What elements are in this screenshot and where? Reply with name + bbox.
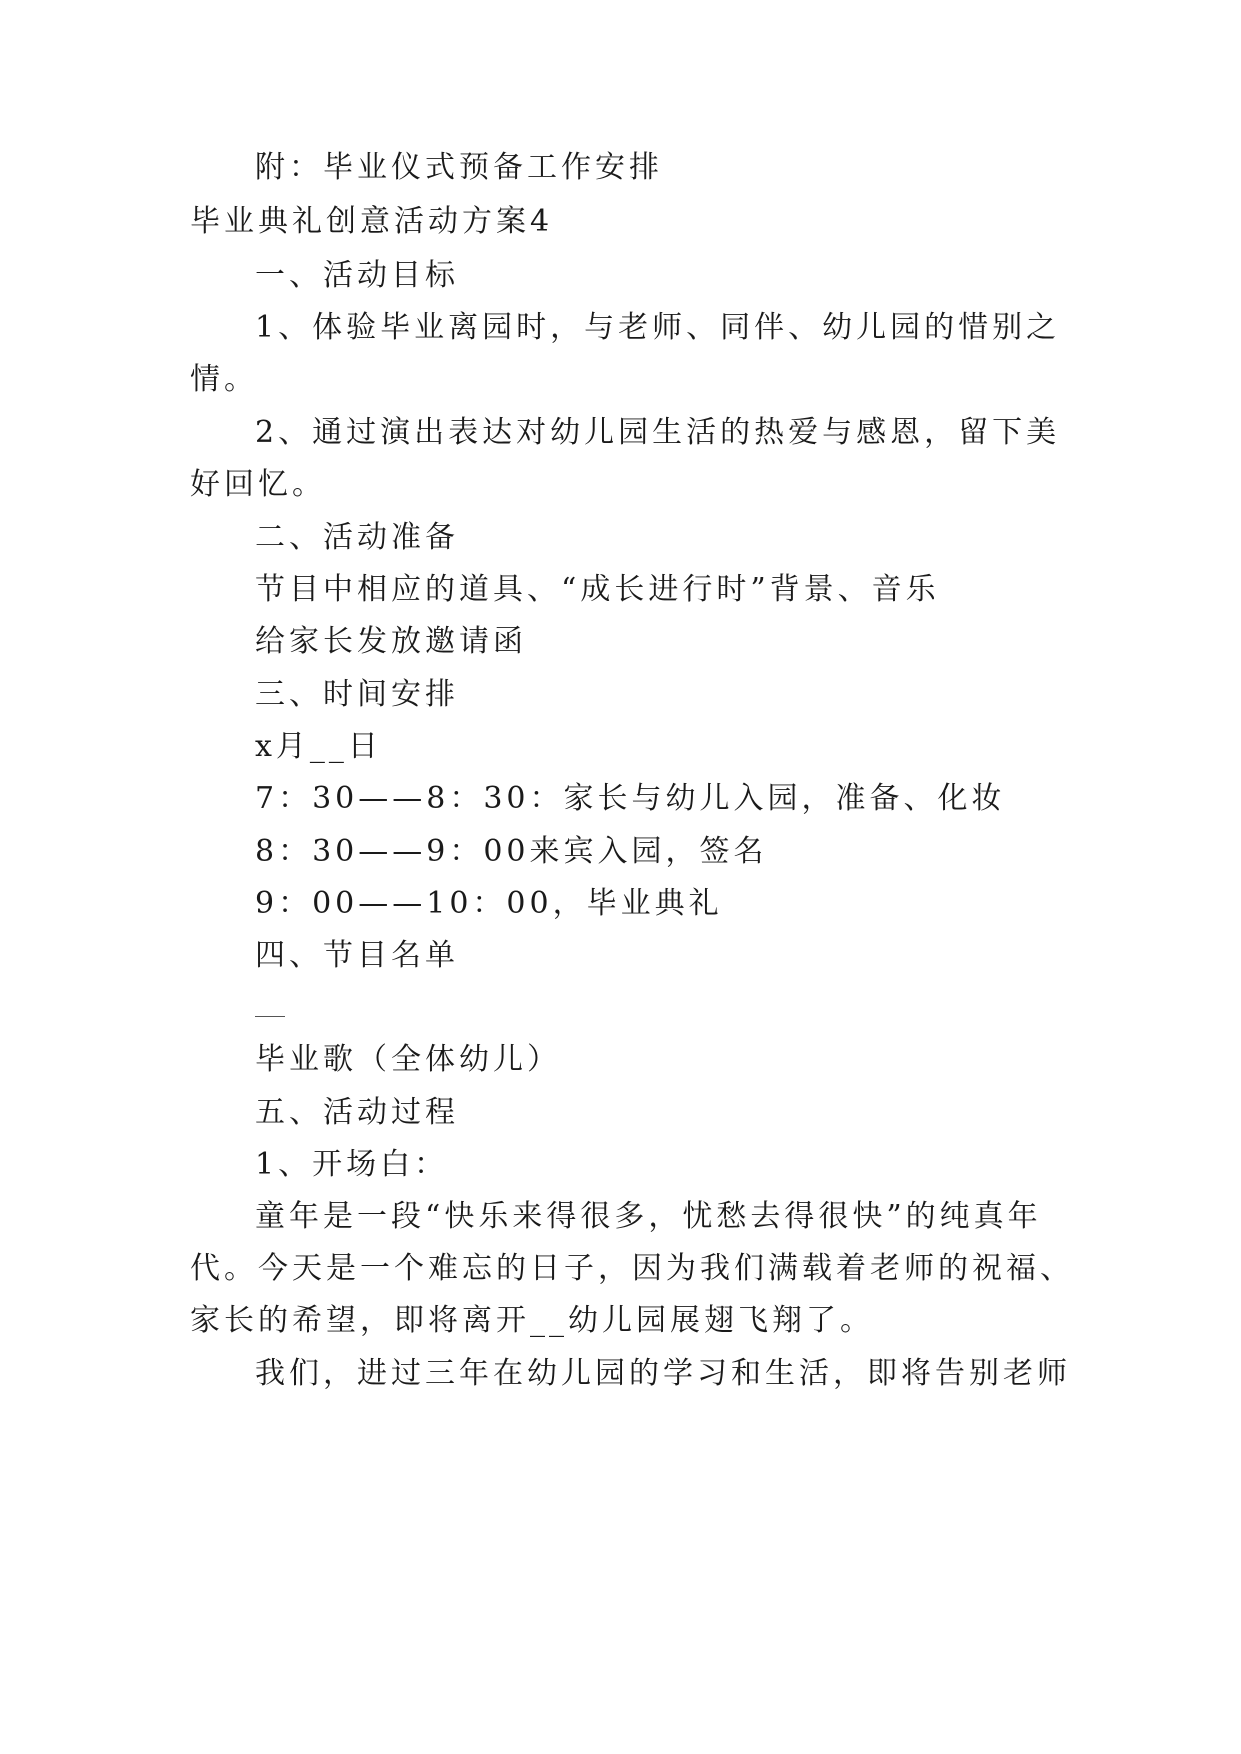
- section-heading-goals: 一、活动目标: [255, 258, 459, 293]
- blank-underline: [255, 1016, 285, 1017]
- preparation-item-1: 节目中相应的道具、“成长进行时”背景、音乐: [255, 572, 940, 607]
- paragraph-line-1: 童年是一段“快乐来得很多，忧愁去得很快”的纯真年: [255, 1199, 1042, 1234]
- section-heading-preparation: 二、活动准备: [255, 520, 459, 555]
- paragraph-line-3: 家长的希望，即将离开__幼儿园展翅飞翔了。: [190, 1303, 874, 1338]
- schedule-item-2: 8：30——9：00来宾入园，签名: [255, 834, 768, 869]
- goal-item-1-cont: 情。: [190, 362, 258, 397]
- paragraph-2-line-1: 我们，进过三年在幼儿园的学习和生活，即将告别老师: [255, 1356, 1071, 1391]
- schedule-item-3: 9：00——10：00，毕业典礼: [255, 886, 723, 921]
- goal-item-2-cont: 好回忆。: [190, 467, 326, 502]
- goal-item-1: 1、体验毕业离园时，与老师、同伴、幼儿园的惜别之: [255, 310, 1061, 345]
- section-heading-schedule: 三、时间安排: [255, 677, 459, 712]
- schedule-date: x月__日: [255, 729, 382, 764]
- plan-title: 毕业典礼创意活动方案4: [190, 204, 554, 239]
- section-heading-program: 四、节目名单: [255, 938, 459, 973]
- schedule-item-1: 7：30——8：30：家长与幼儿入园，准备、化妆: [255, 781, 1006, 816]
- attachment-heading: 附：毕业仪式预备工作安排: [255, 150, 663, 185]
- preparation-item-2: 给家长发放邀请函: [255, 624, 527, 659]
- process-item-1: 1、开场白：: [255, 1147, 449, 1182]
- goal-item-2: 2、通过演出表达对幼儿园生活的热爱与感恩，留下美: [255, 415, 1061, 450]
- section-heading-process: 五、活动过程: [255, 1095, 459, 1130]
- paragraph-line-2: 代。今天是一个难忘的日子，因为我们满载着老师的祝福、: [190, 1251, 1074, 1286]
- program-item: 毕业歌（全体幼儿）: [255, 1042, 561, 1077]
